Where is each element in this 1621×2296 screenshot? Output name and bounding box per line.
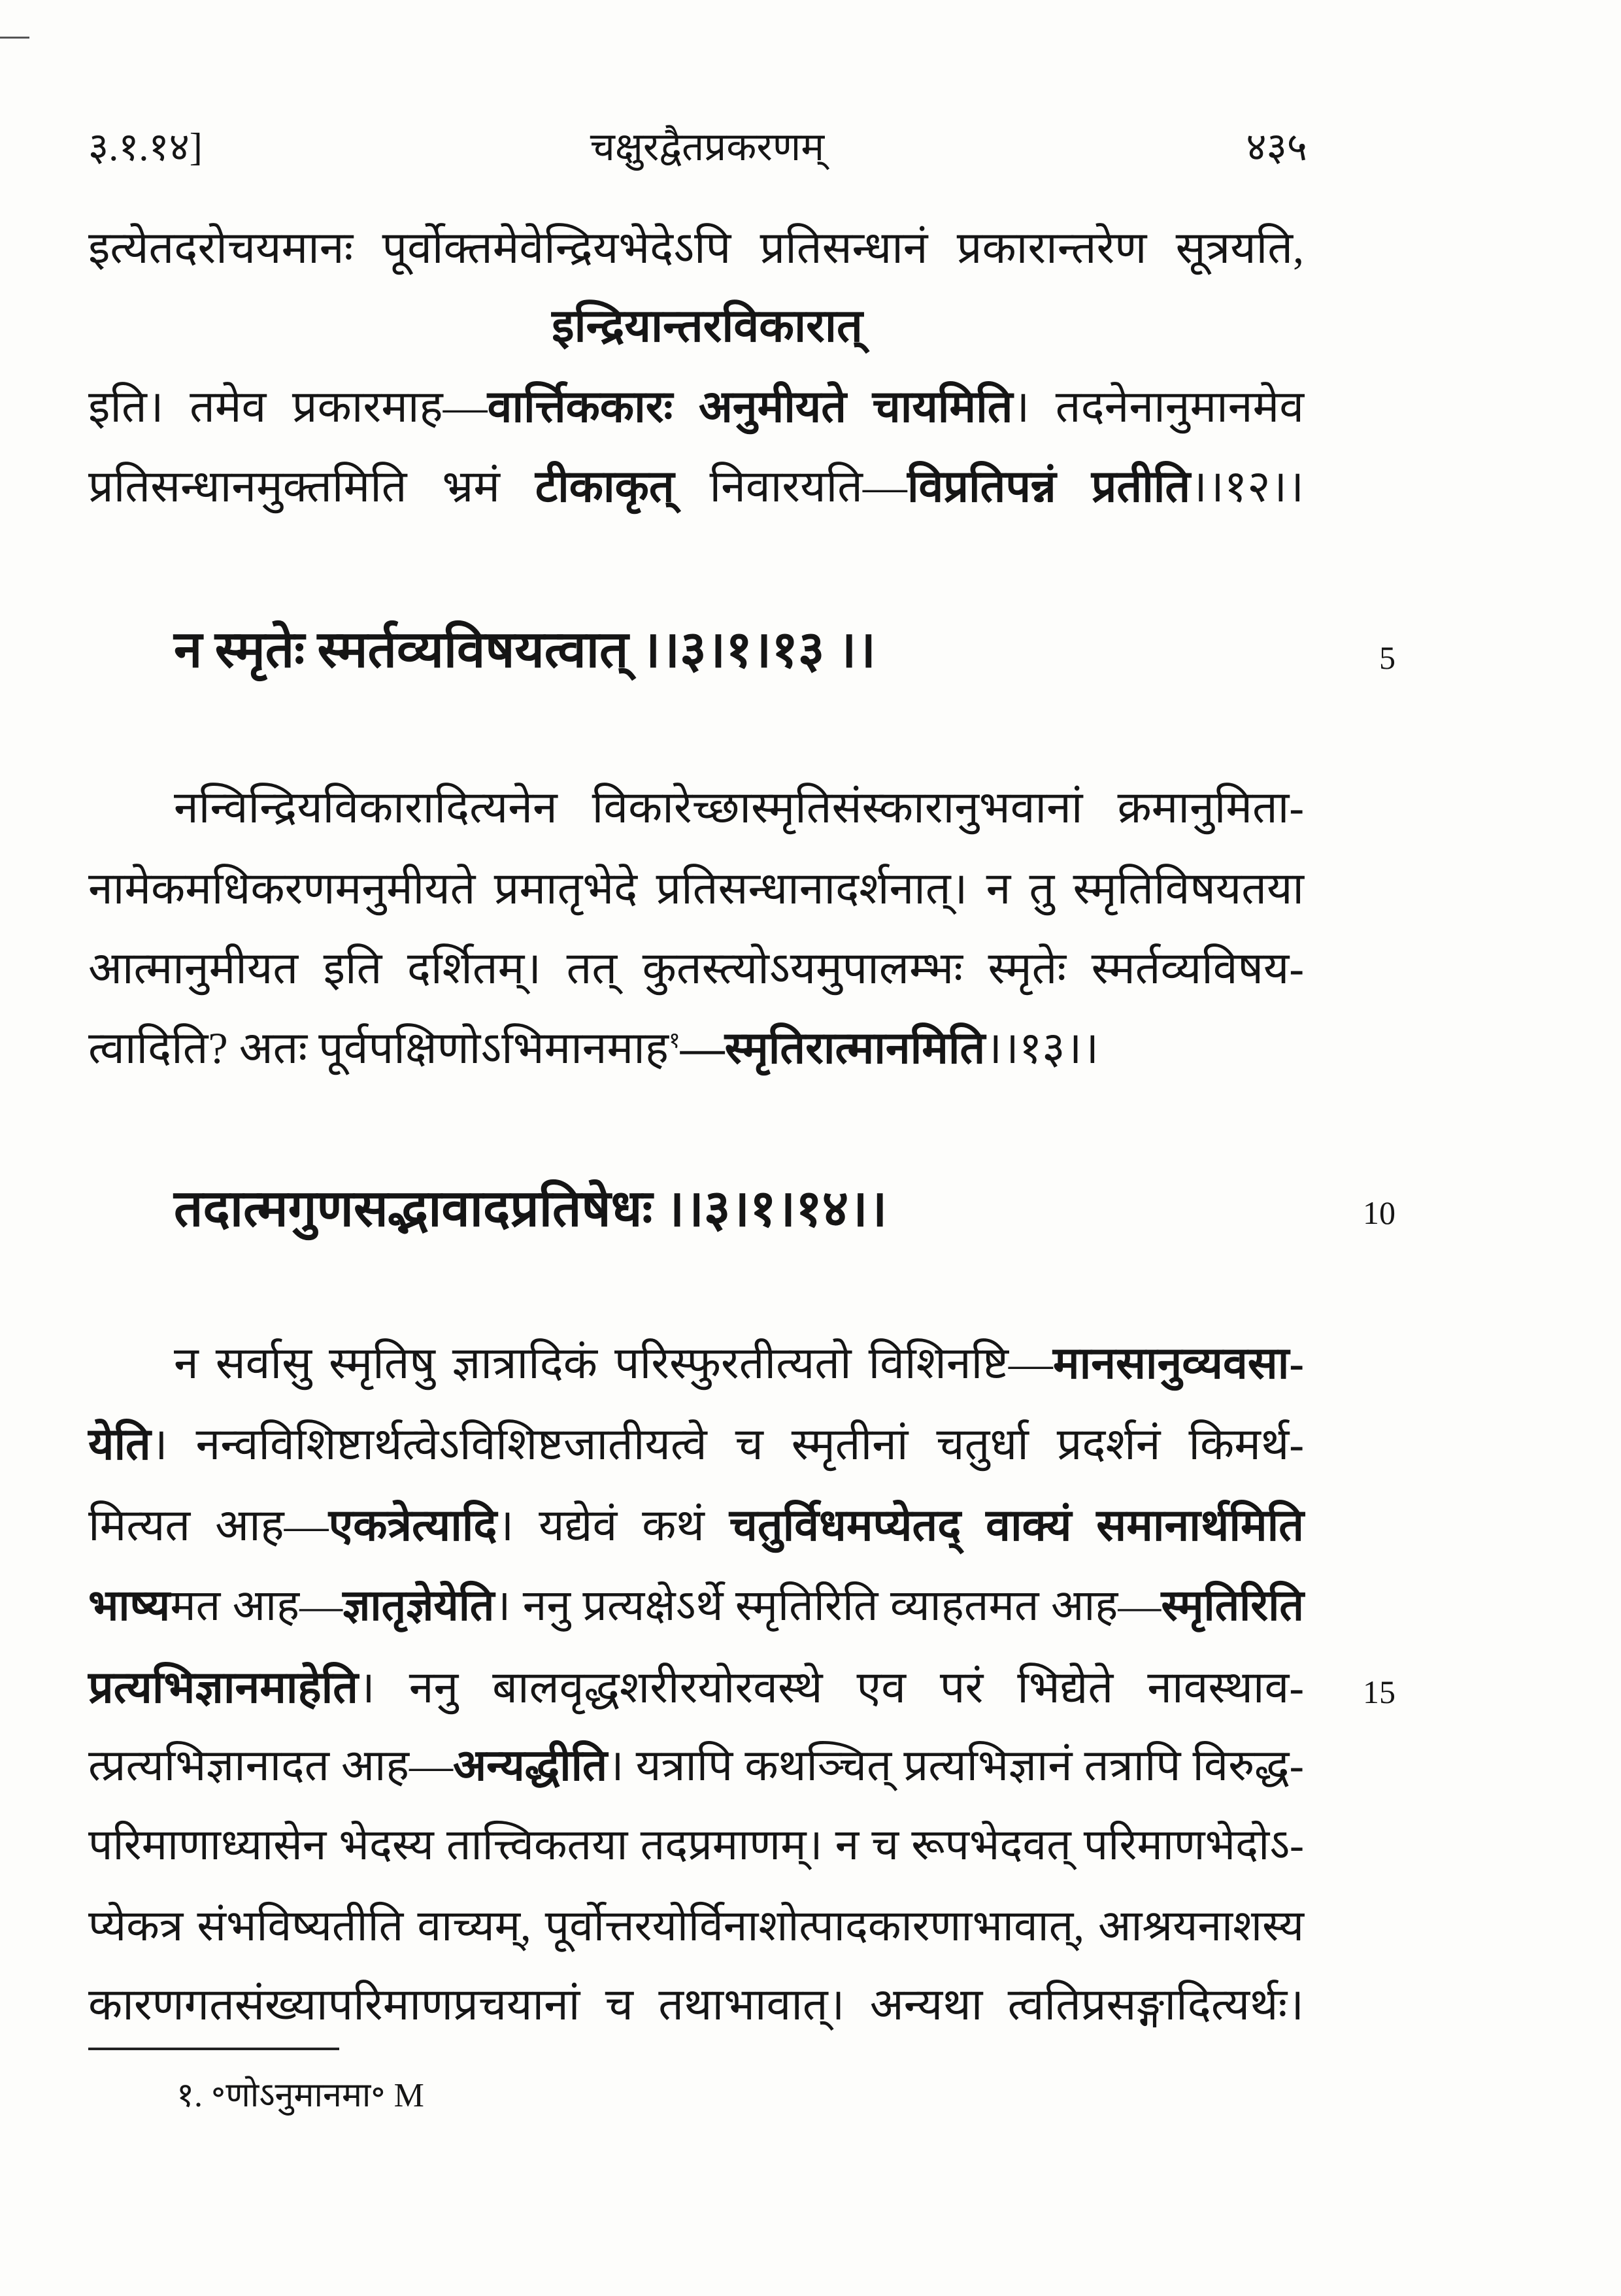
text-run: । ननु बालवृद्धशरीरयोरवस्थे एव परं भिद्येते नावस्थाव- <box>358 1663 1304 1712</box>
margin-line-number: 5 <box>1379 639 1395 676</box>
footnote-text: ॰णोऽनुमानमा॰ <box>211 2077 386 2114</box>
page-number: ४३५ <box>1246 126 1307 169</box>
text-run: इति। तमेव प्रकारमाह— <box>88 382 488 431</box>
quoted-pratika: विप्रतिपन्नं प्रतीति <box>907 462 1191 511</box>
commentary-line <box>88 1570 1304 1642</box>
quoted-pratika: वार्त्तिककारः अनुमीयते चायमिति <box>487 382 1013 431</box>
section-reference: ३.१.१४] <box>88 126 203 169</box>
quoted-sutra: इन्द्रियान्तरविकारात् <box>552 301 863 352</box>
quoted-pratika: एकत्रेत्यादि <box>328 1500 497 1550</box>
text-run: त्प्रत्यभिज्ञानादत आह— <box>88 1742 453 1790</box>
text-run: । ननु प्रत्यक्षेऽर्थे स्मृतिरिति व्याहतमत आह— <box>494 1582 1161 1630</box>
quoted-pratika: ज्ञातृज्ञेयेति <box>343 1582 495 1630</box>
quoted-pratika: स्मृतिरिति <box>1161 1582 1304 1630</box>
commentary-line <box>88 1651 1304 1723</box>
manuscript-siglum: M <box>393 2077 424 2114</box>
footnote <box>176 2070 1092 2122</box>
commentary-line: आत्मानुमीयत इति दर्शितम्। तत् कुतस्त्योऽयमुपालम्भः स्मृतेः स्मर्तव्यविषय- <box>88 943 1304 993</box>
commentary-line <box>174 1327 1304 1399</box>
footnote-ref: १ <box>668 1028 680 1053</box>
sutra-heading: तदात्मगुणसद्भावादप्रतिषेधः ।।३।१।१४।। <box>174 1180 888 1237</box>
text-run: । यद्येवं कथं <box>497 1500 729 1550</box>
running-title: चक्षुरद्वैतप्रकरणम् <box>590 126 825 169</box>
text-run: । यत्रापि कथञ्चित् प्रत्यभिज्ञानं तत्रापि विरुद्ध- <box>607 1742 1304 1790</box>
text-run: — <box>680 1023 725 1073</box>
commentary-line: नन्विन्द्रियविकारादित्यनेन विकारेच्छास्मृतिसंस्कारानुभवानां क्रमानुमिता- <box>174 783 1304 832</box>
footnote-rule <box>88 2048 339 2050</box>
verse-number: ।।१२।। <box>1190 462 1304 511</box>
commentary-line: प्येकत्र संभविष्यतीति वाच्यम्, पूर्वोत्तरयोर्विनाशोत्पादकारणाभावात्, आश्रयनाशस्य <box>88 1902 1304 1950</box>
text-run: । तदनेनानुमानमेव <box>1012 382 1304 431</box>
quoted-pratika: प्रत्यभिज्ञानमाहेति <box>88 1663 358 1712</box>
sutra-heading: न स्मृतेः स्मर्तव्यविषयत्वात् ।।३।१।१३ ।। <box>174 621 877 678</box>
commentary-line: कारणगतसंख्यापरिमाणप्रचयानां च तथाभावात्। अन्यथा त्वतिप्रसङ्गादित्यर्थः। <box>88 1980 1304 2029</box>
commentary-line <box>88 450 1304 522</box>
margin-line-number: 15 <box>1363 1674 1395 1710</box>
scan-edge-mark <box>0 37 29 39</box>
commentary-line: इत्येतदरोचयमानः पूर्वोक्तमेवेन्द्रियभेदेऽपि प्रतिसन्धानं प्रकारान्तरेण सूत्रयति, <box>88 223 1304 273</box>
text-run: मित्यत आह— <box>88 1500 329 1550</box>
commentary-line <box>88 371 1304 443</box>
verse-number: ।।१३।। <box>985 1023 1099 1073</box>
margin-line-number: 10 <box>1363 1194 1395 1231</box>
commentary-line: परिमाणाध्यासेन भेदस्य तात्त्विकतया तदप्रमाणम्। न च रूपभेदवत् परिमाणभेदोऽ- <box>88 1821 1304 1869</box>
text-run: न सर्वासु स्मृतिषु ज्ञात्रादिकं परिस्फुरतीत्यतो विशिनष्टि— <box>174 1338 1053 1388</box>
text-run: प्रतिसन्धानमुक्तमिति भ्रमं <box>88 462 535 511</box>
commentary-line: नामेकमधिकरणमनुमीयते प्रमातृभेदे प्रतिसन्धानादर्शनात्। न तु स्मृतिविषयतया <box>88 864 1304 913</box>
quoted-pratika: भाष्य <box>88 1582 171 1630</box>
quoted-pratika: चतुर्विधमप्येतद् वाक्यं समानार्थमिति <box>729 1500 1304 1550</box>
commentary-line <box>88 1730 1304 1802</box>
quoted-pratika: अन्यद्धीति <box>452 1742 608 1790</box>
footnote-marker: १. <box>176 2077 203 2114</box>
commentary-line <box>88 1489 1304 1561</box>
quoted-pratika: टीकाकृत् <box>535 462 675 511</box>
text-run: । नन्वविशिष्टार्थत्वेऽविशिष्टजातीयत्वे च स्मृतीनां चतुर्धा प्रदर्शनं किमर्थ- <box>150 1419 1304 1469</box>
text-run: निवारयति— <box>674 462 907 511</box>
quoted-pratika: येति <box>88 1419 151 1469</box>
quoted-pratika: मानसानुव्यवसा- <box>1052 1338 1304 1388</box>
text-run: मत आह— <box>170 1582 343 1630</box>
text-run: त्वादिति? अतः पूर्वपक्षिणोऽभिमानमाह <box>88 1023 669 1073</box>
commentary-line <box>88 1408 1304 1480</box>
quoted-pratika: स्मृतिरात्मानमिति <box>724 1023 986 1073</box>
commentary-line <box>88 1012 1304 1084</box>
